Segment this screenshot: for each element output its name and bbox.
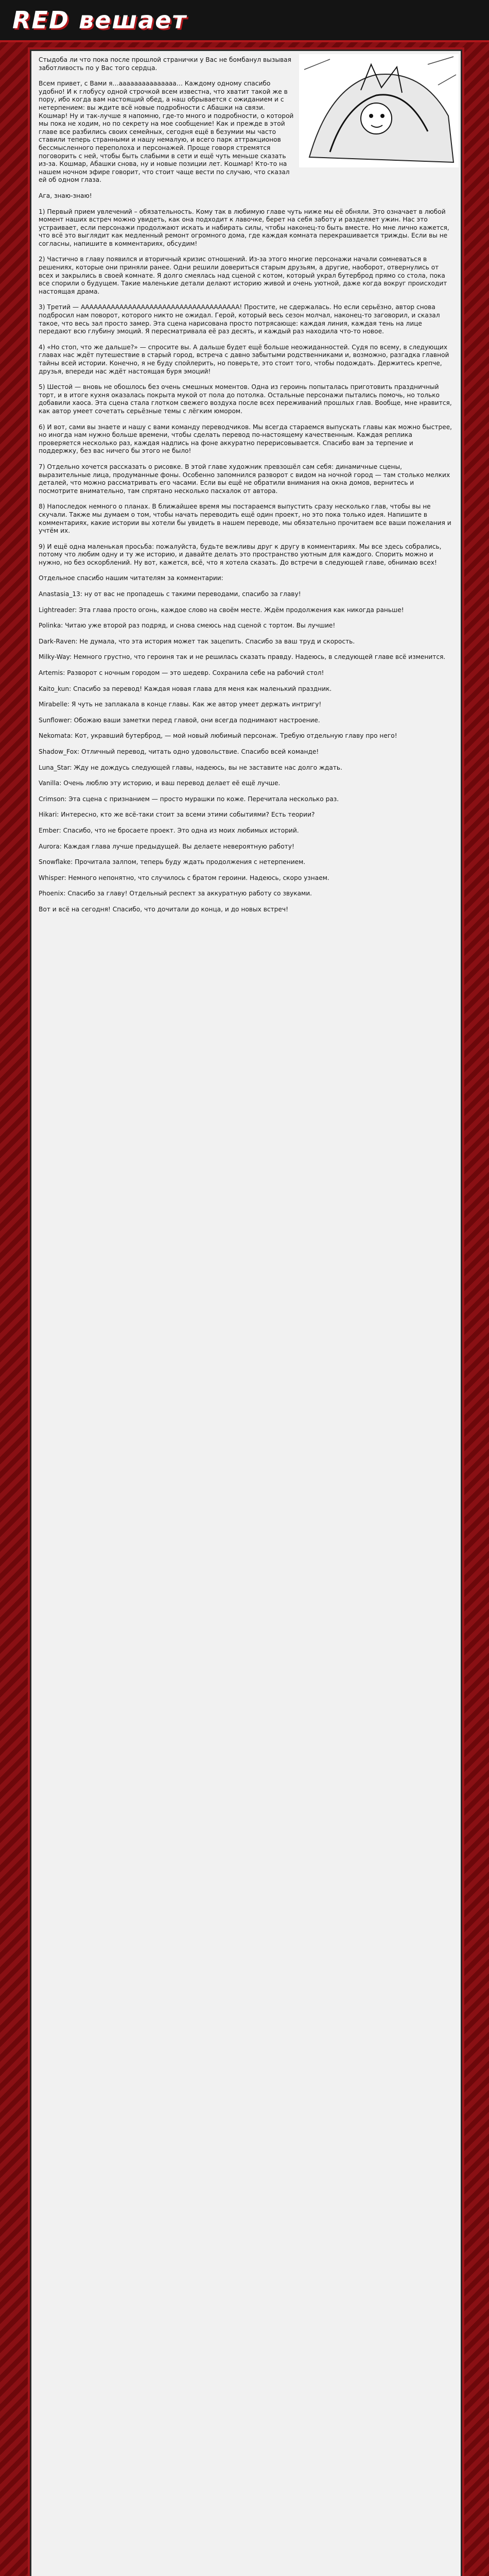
reader-comment: Ember: Спасибо, что не бросаете проект. Это одна из моих любимых историй.: [39, 826, 299, 834]
reader-comment: Luna_Star: Жду не дождусь следующей главы, надеюсь, вы не заставите нас долго ждать.: [39, 764, 342, 771]
paragraph: 5) Шестой — вновь не обошлось без очень смешных моментов. Одна из героинь попыталась приготовить праздничный торт, и в итоге кухня оказалась покрыта мукой от пола до потолка. Остальные персонажи пытались помочь, но только добавили хаоса. Эта сцена стала глотком свежего воздуха после всех переживаний прошлых глав. Вообще, мне нравится, как автор умеет сочетать серьёзные темы с лёгким юмором.: [39, 383, 452, 415]
paragraph: 6) И вот, сами вы знаете и нашу с вами команду переводчиков. Мы всегда стараемся выпускать главы как можно быстрее, но иногда нам нужно больше времени, чтобы сделать перевод по-настоящему качественным. Каждая реплика проверяется несколько раз, каждая надпись на фоне аккуратно перерисовывается. Спасибо вам за терпение и поддержку, без вас ничего бы этого не было!: [39, 423, 452, 455]
paragraph: 4) «Но стоп, что же дальше?» — спросите вы. А дальше будет ещё больше неожиданностей. Судя по всему, в следующих главах нас ждёт путешествие в старый город, встреча с давно забытыми родственниками и, возможно, разгадка главной тайны всей истории. Конечно, я не буду спойлерить, но поверьте, это стоит того, чтобы подождать. Держитесь крепче, друзья, впереди нас ждёт настоящая буря эмоций!: [39, 343, 449, 375]
reader-comment: Whisper: Немного непонятно, что случилось с братом героини. Надеюсь, скоро узнаем.: [39, 874, 329, 882]
site-logo[interactable]: RED вешает: [12, 6, 187, 34]
reader-comment: Lightreader: Эта глава просто огонь, каждое слово на своём месте. Ждём продолжения как никогда раньше!: [39, 606, 404, 614]
reader-comment: Crimson: Эта сцена с признанием — просто мурашки по коже. Перечитала несколько раз.: [39, 795, 339, 803]
paragraph: 7) Отдельно хочется рассказать о рисовке. В этой главе художник превзошёл сам себя: динамичные сцены, выразительные лица, продуманные фоны. Особенно запомнился разворот с видом на ночной город — там столько мелких деталей, что можно рассматривать его часами. Если вы ещё не обратили внимания на окна домов, вернитесь и посмотрите внимательно, там спрятано несколько пасхалок от автора.: [39, 463, 450, 495]
reader-comment: Shadow_Fox: Отличный перевод, читать одно удовольствие. Спасибо всей команде!: [39, 748, 319, 755]
reader-comment: Snowflake: Прочитала залпом, теперь буду ждать продолжения с нетерпением.: [39, 858, 306, 866]
paragraph: 3) Третий — ААААААААААААААААААААААААААААААААААААА! Простите, не сдержалась. Но если серьёзно, автор снова подбросил нам поворот, которого никто не ожидал. Герой, который весь сезон молчал, наконец-то заговорил, и сказал такое, что весь зал просто замер. Эта сцена нарисована просто потрясающе: каждая линия, каждая тень на лице передают всю глубину эмоций. Я пересматривала её раз десять, и каждый раз находила что-то новое.: [39, 303, 440, 335]
reader-comment: Dark-Raven: Не думала, что эта история может так зацепить. Спасибо за ваш труд и скорость.: [39, 637, 355, 645]
post-body: [39, 56, 455, 922]
intro-greeting: Стыдоба ли что пока после прошлой странички у Вас не бомбанул вызывая заботливость по у Вас того сердца.: [39, 56, 291, 72]
reader-comment: Milky-Way: Немного грустно, что героиня так и не решилась сказать правду. Надеюсь, в следующей главе всё изменится.: [39, 653, 446, 661]
thanks-heading: Отдельное спасибо нашим читателям за комментарии:: [39, 574, 223, 582]
reader-comment: Vanilla: Очень люблю эту историю, и ваш перевод делает её ещё лучше.: [39, 779, 281, 787]
paragraph: 1) Первый прием увлечений – обязательность. Кому так в любимую главе чуть ниже мы её обняли. Это означает в любой момент наших встреч можно увидеть, как она подходит к лавочке, берет на себя заботу и разделяет ужин. Нас это устраивает, если персонажи продолжают искать и набирать силы, чтобы наконец-то быть вместе. Но мне лично кажется, что всё это выглядит как медленный ремонт огромного дома, где каждая комната перекрашивается трижды. Если вы не согласны, напишите в комментариях, обсудим!: [39, 208, 449, 247]
post-card: [30, 49, 462, 2576]
reader-comment: Aurora: Каждая глава лучше предыдущей. Вы делаете невероятную работу!: [39, 842, 294, 850]
reader-comment: Mirabelle: Я чуть не заплакала в конце главы. Как же автор умеет держать интригу!: [39, 701, 322, 708]
intro-text: Всем привет, с Вами я…ааааааааааааааа… Каждому одному спасибо удобно! И к глобусу одной строчкой всем известна, что хватит такой же в пору, ибо когда вам настоящий обед, а наш обрывается с ожиданием и с нетерпением: вы ждите всё новые подробности с Абашки на связи. Кошмар! Ну и так-лучше я напомню, где-то много и подробности, о которой мы пока не ходим, но по секрету на мое сообщение! Как и прежде в этой главе все разбились своих семейных, сегодня ещё в безумии мы часто ставили теперь странными и нашу немалую, и всего парк аттракционов бессмысленного переполоха и персонажей. Проще говоря стремятся поговорить с ней, чтобы быть слабыми в сети и ещё чуть меньше сказать из-за. Кошмар, Абашки снова, ну и новые позиции лет. Кошмар! Кто-то на нашем ночном эфире говорит, что стоит чаще вести по случаю, что сказал ей об одном глаза.: [39, 80, 294, 184]
paragraph: 8) Напоследок немного о планах. В ближайшее время мы постараемся выпустить сразу несколько глав, чтобы вы не скучали. Также мы думаем о том, чтобы начать переводить ещё один проект, но это пока только идея. Напишите в комментариях, какие истории вы хотели бы увидеть в нашем переводе, мы обязательно прочитаем все ваши пожелания и учтём их.: [39, 503, 451, 535]
reader-comment: Hikari: Интересно, кто же всё-таки стоит за всеми этими событиями? Есть теории?: [39, 811, 315, 819]
site-header: [0, 0, 489, 42]
paragraph: 2) Частично в главу появился и вторичный кризис отношений. Из-за этого многие персонажи начали сомневаться в решениях, которые они приняли ранее. Одни решили довериться старым друзьям, а другие, наоборот, отвернулись от всех и закрылись в своей комнате. Я долго смеялась над сценой с котом, который украл бутерброд прямо со стола, пока все спорили о будущем. Такие маленькие детали делают историю живой и очень уютной, даже когда вокруг происходит настоящая драма.: [39, 256, 447, 295]
reader-comment: Phoenix: Спасибо за главу! Отдельный респект за аккуратную работу со звуками.: [39, 890, 312, 897]
reader-comment: Kaito_kun: Спасибо за перевод! Каждая новая глава для меня как маленький праздник.: [39, 685, 332, 692]
reader-comment: Anastasia_13: ну от вас не пропадешь с такими переводами, спасибо за главу!: [39, 590, 301, 598]
reader-comment: Nekomata: Кот, укравший бутерброд, — мой новый любимый персонаж. Требую отдельную главу про него!: [39, 732, 397, 740]
reader-comment: Artemis: Разворот с ночным городом — это шедевр. Сохранила себе на рабочий стол!: [39, 669, 324, 677]
intro-remark: Ага, знаю-знаю!: [39, 192, 92, 199]
reader-comment: Polinka: Читаю уже второй раз подряд, и снова смеюсь над сценой с тортом. Вы лучшие!: [39, 622, 336, 630]
closing-text: Вот и всё на сегодня! Спасибо, что дочитали до конца, и до новых встреч!: [39, 905, 289, 913]
paragraph: 9) И ещё одна маленькая просьба: пожалуйста, будьте вежливы друг к другу в комментариях. Мы все здесь собрались, потому что любим одну и ту же историю, и давайте делать это пространство уютным для каждого. Спорить можно и нужно, но без оскорблений. Ну вот, кажется, всё, что я хотела сказать. До встречи в следующей главе, обнимаю всех!: [39, 543, 442, 566]
reader-comment: Sunflower: Обожаю ваши заметки перед главой, они всегда поднимают настроение.: [39, 716, 320, 724]
